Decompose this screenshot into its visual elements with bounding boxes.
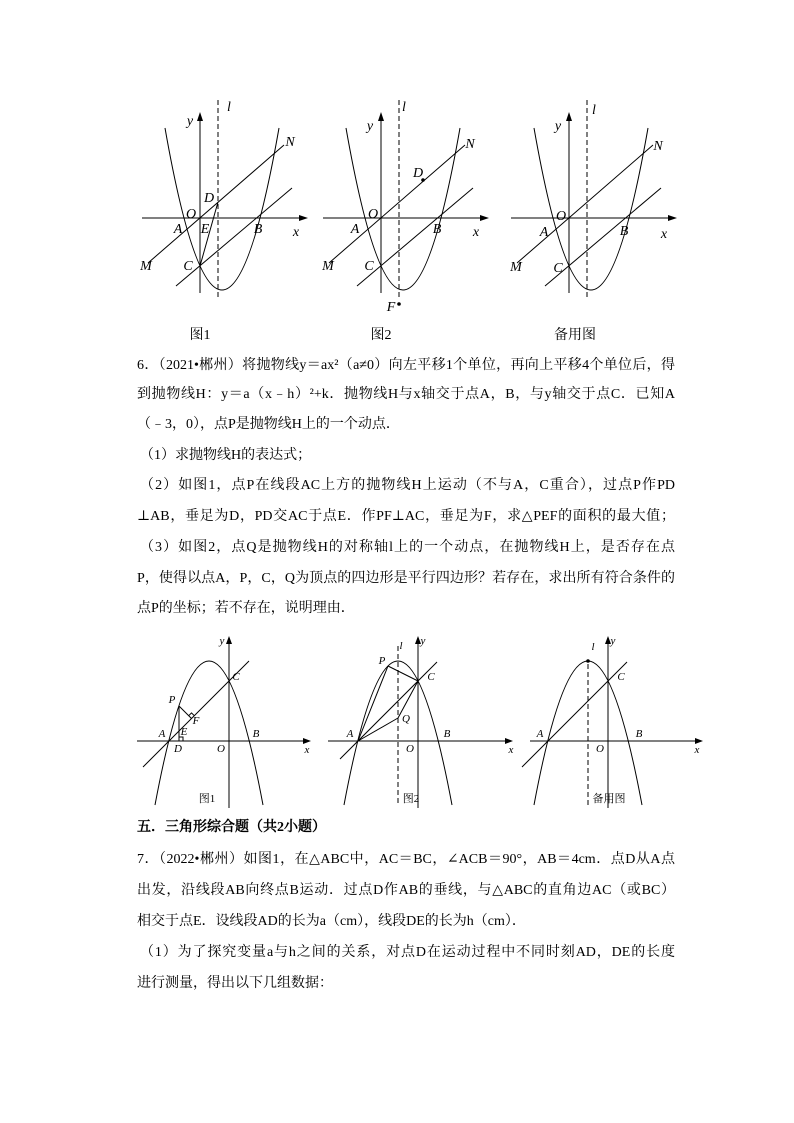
- label-o: O: [596, 743, 604, 755]
- problem-6-part-2: （2）如图1，点P在线段AC上方的抛物线H上运动（不与A，C重合），过点P作PD: [140, 478, 675, 493]
- label-q: Q: [402, 713, 410, 725]
- segment-pf: [179, 706, 192, 719]
- y-axis-arrow-icon: [566, 112, 572, 121]
- problem-7-part-1: （1）为了探究变量a与h之间的关系，对点D在运动过程中不同时刻AD，DE的长度: [140, 945, 675, 960]
- problem-6-line-1: 6．（2021•郴州）将抛物线y＝ax²（a≠0）向左平移1个单位，再向上平移4个单位后，得: [137, 358, 675, 373]
- y-axis-arrow-icon: [378, 112, 384, 121]
- label-a: A: [158, 728, 166, 740]
- top-figure-2: [321, 100, 489, 343]
- problem-7-part-1-cont: 进行测量，得出以下几组数据：: [137, 976, 333, 991]
- line-cb: [176, 188, 292, 286]
- label-m: M: [322, 259, 334, 274]
- problem-7-line-1: 7．（2022•郴州）如图1，在△ABC中，AC＝BC，∠ACB＝90°，AB＝4cm．点D从A点: [137, 852, 675, 867]
- problem-6-part-3-end: 点P的坐标；若不存在，说明理由．: [137, 601, 355, 616]
- problem-6-line-3: （﹣3，0），点P是抛物线H上的一个动点．: [137, 417, 400, 432]
- label-y: y: [219, 635, 225, 647]
- parabola: [165, 128, 279, 290]
- figure-caption: 图1: [198, 793, 216, 805]
- label-n: N: [653, 139, 663, 154]
- label-x: x: [508, 744, 514, 756]
- problem-6-part-3-cont: P，使得以点A，P，C，Q为顶点的四边形是平行四边形？若存在，求出所有符合条件的: [137, 571, 675, 586]
- label-c: C: [617, 671, 625, 683]
- label-c: C: [427, 671, 435, 683]
- parabola: [155, 661, 263, 805]
- x-axis-arrow-icon: [299, 215, 308, 221]
- line-ac: [340, 662, 437, 759]
- label-y: y: [366, 119, 374, 134]
- label-l: l: [591, 641, 595, 653]
- label-x: x: [472, 225, 480, 240]
- label-o: O: [406, 743, 414, 755]
- label-c: C: [183, 259, 193, 274]
- label-n: N: [465, 137, 475, 152]
- label-d: D: [203, 191, 215, 206]
- label-y: y: [610, 635, 616, 647]
- parabola: [346, 128, 460, 290]
- label-o: O: [185, 207, 197, 222]
- figure-caption: 备用图: [592, 793, 626, 805]
- label-o: O: [367, 207, 379, 222]
- label-b: B: [635, 728, 643, 740]
- label-c: C: [232, 671, 240, 683]
- label-a: A: [346, 728, 354, 740]
- x-axis-arrow-icon: [668, 215, 677, 221]
- label-m: M: [510, 260, 522, 275]
- label-x: x: [694, 744, 700, 756]
- section-heading: 五．三角形综合题（共2小题）: [137, 820, 326, 835]
- top-figure-1: [139, 100, 308, 343]
- label-x: x: [660, 227, 668, 242]
- label-b: B: [443, 728, 451, 740]
- label-o: O: [217, 743, 225, 755]
- parabola: [534, 128, 648, 290]
- label-b: B: [619, 224, 629, 239]
- label-p: P: [168, 694, 176, 706]
- label-x: x: [304, 744, 310, 756]
- point-f: [397, 302, 401, 306]
- label-y: y: [186, 114, 194, 129]
- bottom-figure-1: [137, 635, 311, 808]
- label-b: B: [252, 728, 260, 740]
- label-f: F: [192, 715, 200, 727]
- vertex-point: [586, 659, 590, 663]
- problem-7-line-3: 相交于点E．设线段AD的长为a（cm），线段DE的长为h（cm）．: [137, 914, 526, 929]
- label-a: A: [173, 222, 183, 237]
- label-y: y: [554, 119, 562, 134]
- label-p: P: [378, 655, 386, 667]
- label-l: l: [399, 640, 403, 652]
- label-b: B: [253, 222, 263, 237]
- label-d: D: [412, 166, 424, 181]
- label-m: M: [140, 259, 152, 274]
- problem-6-line-2: 到抛物线H：y＝a（x﹣h）²+k．抛物线H与x轴交于点A，B，与y轴交于点C．已知A: [137, 387, 675, 402]
- label-a: A: [350, 222, 360, 237]
- label-a: A: [539, 225, 549, 240]
- segment-ap: [358, 666, 388, 741]
- label-a: A: [536, 728, 544, 740]
- figure-caption: 备用图: [554, 328, 596, 343]
- label-l: l: [592, 103, 596, 118]
- label-d: D: [174, 743, 182, 755]
- label-c: C: [364, 259, 374, 274]
- label-x: x: [292, 225, 300, 240]
- problem-6-part-1: （1）求抛物线H的表达式；: [140, 448, 312, 463]
- y-axis-arrow-icon: [226, 636, 232, 644]
- bottom-figures-row: [0, 628, 794, 810]
- bottom-figure-2: [328, 635, 514, 808]
- label-y: y: [420, 635, 426, 647]
- label-o: O: [555, 209, 567, 224]
- top-figure-3: [509, 100, 677, 343]
- line-ac: [522, 662, 627, 767]
- x-axis-arrow-icon: [480, 215, 489, 221]
- label-e: E: [180, 726, 188, 738]
- label-e: E: [200, 222, 210, 237]
- label-b: B: [432, 222, 442, 237]
- top-figures-row: [0, 90, 794, 345]
- problem-7-line-2: 出发，沿线段AB向终点B运动．过点D作AB的垂线，与△ABC的直角边AC（或BC）: [137, 883, 675, 898]
- problem-6-part-3: （3）如图2，点Q是抛物线H的对称轴l上的一个动点，在抛物线H上，是否存在点: [140, 540, 675, 555]
- y-axis-arrow-icon: [197, 112, 203, 121]
- bottom-figure-3: [522, 635, 703, 808]
- label-f: F: [386, 300, 396, 315]
- figure-caption: 图2: [402, 793, 420, 805]
- label-l: l: [402, 100, 406, 115]
- label-c: C: [553, 261, 563, 276]
- problem-6-part-2-cont: ⊥AB，垂足为D，PD交AC于点E．作PF⊥AC，垂足为F，求△PEF的面积的最大值；: [137, 509, 675, 524]
- figure-caption: 图1: [189, 328, 211, 343]
- label-l: l: [227, 100, 231, 115]
- line-cb: [357, 188, 473, 286]
- figure-caption: 图2: [370, 328, 392, 343]
- label-n: N: [285, 135, 295, 150]
